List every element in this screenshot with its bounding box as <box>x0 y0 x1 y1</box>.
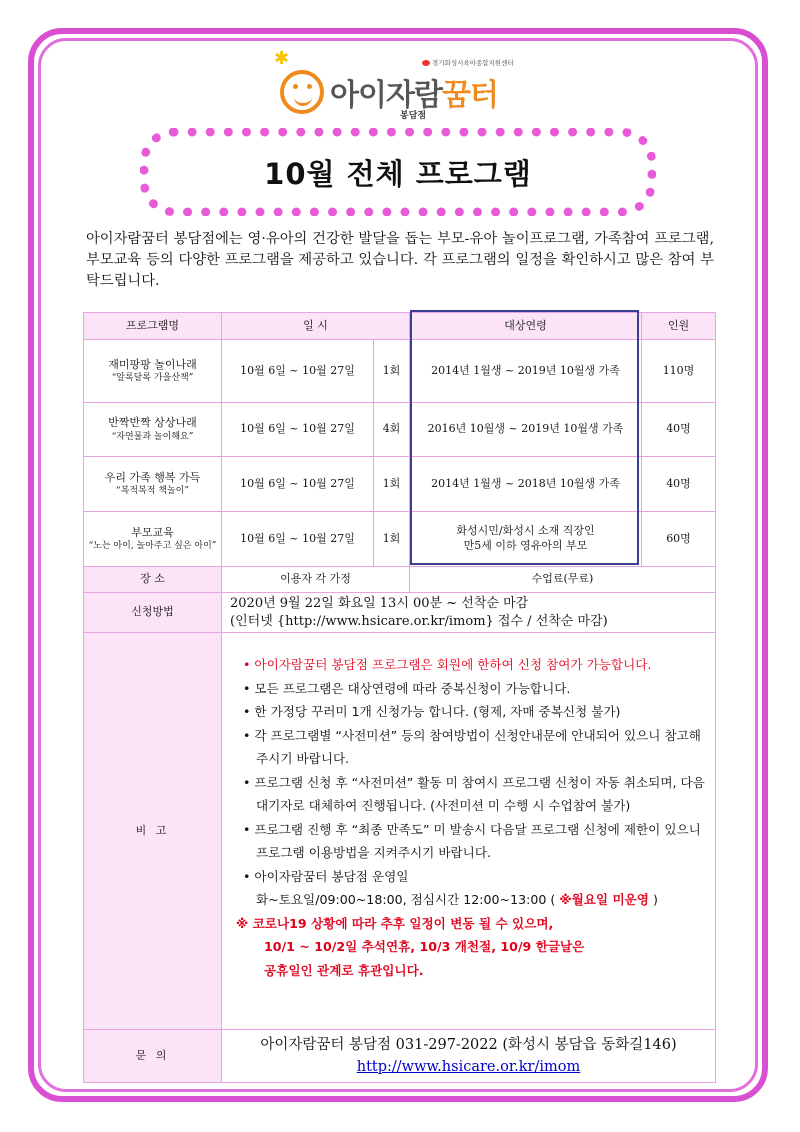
smiley-face-icon <box>280 70 324 114</box>
note-item: • 프로그램 신청 후 “사전미션” 활동 미 참여시 프로그램 신청이 자동 취소되며, 다음 대기자로 대체하여 진행됩니다. (사전미션 미 수행 시 수업참여 불가) <box>243 774 705 813</box>
org-mark-icon <box>422 60 430 66</box>
contact-row <box>84 1030 716 1083</box>
operating-hours: 화~토요일/09:00~18:00, 점심시간 12:00~13:00 ( ※월요일 미운영 ) <box>256 892 658 907</box>
header-count: 인원 <box>642 313 716 340</box>
program-age: 2014년 1월생 ~ 2019년 10월생 가족 <box>410 340 642 403</box>
apply-value: 2020년 9월 22일 화요일 13시 00분 ~ 선착순 마감 (인터넷 {http://www.hsicare.or.kr/imom} 접수 / 선착순 마감) <box>222 593 716 633</box>
program-times: 4회 <box>374 403 410 457</box>
intro-text: 아이자람꿈터 봉담점에는 영·유아의 건강한 발달을 돕는 부모-유아 놀이프로그램, 가족참여 프로그램, 부모교육 등의 다양한 프로그램을 제공하고 있습니다. 각 프로그램의 일정을 확인하시고 많은 참여 부탁드립니다. <box>86 231 714 289</box>
logo <box>276 48 526 120</box>
notes-row <box>84 633 716 1030</box>
note-item: • 각 프로그램별 “사전미션” 등의 참여방법이 신청안내문에 안내되어 있으니 참고해 주시기 바랍니다. <box>243 727 701 766</box>
program-date: 10월 6일 ~ 10월 27일 <box>222 403 374 457</box>
program-age: 2014년 1월생 ~ 2018년 10월생 가족 <box>410 457 642 512</box>
star-icon: ✱ <box>274 48 290 69</box>
notes-content <box>222 633 716 1030</box>
table-row <box>84 403 716 457</box>
program-count: 40명 <box>642 457 716 512</box>
program-count: 40명 <box>642 403 716 457</box>
program-times: 1회 <box>374 512 410 567</box>
program-name: 재미팡팡 놀이나래 “알록달록 가을산책” <box>84 340 222 403</box>
note-item: • 한 가정당 꾸러미 1개 신청가능 합니다. (형제, 자매 중복신청 불가) <box>243 704 621 719</box>
program-times: 1회 <box>374 457 410 512</box>
logo-name: 아이자람꿈터 <box>330 78 498 113</box>
program-age: 2016년 10월생 ~ 2019년 10월생 가족 <box>410 403 642 457</box>
program-name: 부모교육 “노는 아이, 놀아주고 싶은 아이” <box>84 512 222 567</box>
place-row <box>84 567 716 593</box>
table-header <box>84 313 716 340</box>
page-title: 10월 전체 프로그램 <box>264 156 532 191</box>
note-item: • 프로그램 진행 후 “최종 만족도” 미 발송시 다음달 프로그램 신청에 제한이 있으니 프로그램 이용방법을 지켜주시기 바랍니다. <box>243 821 701 860</box>
place-label: 장 소 <box>84 567 222 593</box>
note-item: • 아이자람꿈터 봉담점 프로그램은 회원에 한하여 신청 참여가 가능합니다. <box>243 657 652 672</box>
program-times: 1회 <box>374 340 410 403</box>
notes-label: 비 고 <box>84 633 222 1030</box>
closed-notice: 공휴일인 관계로 휴관입니다. <box>264 962 424 978</box>
note-item: • 모든 프로그램은 대상연령에 따라 중복신청이 가능합니다. <box>243 680 571 696</box>
program-table <box>83 312 716 1083</box>
contact-label: 문 의 <box>84 1030 222 1083</box>
holiday-notice: 10/1 ~ 10/2일 추석연휴, 10/3 개천절, 10/9 한글날은 <box>264 939 585 954</box>
covid-warning: ※ 코로나19 상황에 따라 추후 일정이 변동 될 수 있으며, <box>236 915 554 931</box>
apply-row <box>84 593 716 633</box>
logo-org: 경기화성시육아종합지원센터 <box>422 58 514 67</box>
program-count: 60명 <box>642 512 716 567</box>
place-value: 이용자 각 가정 <box>222 567 410 593</box>
program-name: 반짝반짝 상상나래 “자연물과 놀이해요” <box>84 403 222 457</box>
header-date: 일 시 <box>222 313 410 340</box>
program-age: 화성시민/화성시 소재 직장인 만5세 이하 영유아의 부모 <box>410 512 642 567</box>
program-date: 10월 6일 ~ 10월 27일 <box>222 457 374 512</box>
fee-value: 수업료(무료) <box>410 567 716 593</box>
header-age: 대상연령 <box>410 313 642 340</box>
program-date: 10월 6일 ~ 10월 27일 <box>222 340 374 403</box>
title-box <box>140 128 656 216</box>
program-date: 10월 6일 ~ 10월 27일 <box>222 512 374 567</box>
note-item: • 아이자람꿈터 봉담점 운영일 <box>243 868 409 884</box>
logo-branch: 봉담점 <box>400 111 427 121</box>
table-row <box>84 457 716 512</box>
contact-link[interactable]: http://www.hsicare.or.kr/imom <box>356 1059 581 1075</box>
table-row <box>84 512 716 567</box>
program-name: 우리 가족 행복 가득 “복적복적 책놀이” <box>84 457 222 512</box>
apply-label: 신청방법 <box>84 593 222 633</box>
table-row <box>84 340 716 403</box>
contact-info: 아이자람꿈터 봉담점 031-297-2022 (화성시 봉담읍 동화길146) http://www.hsicare.or.kr/imom <box>222 1030 716 1083</box>
header-program: 프로그램명 <box>84 313 222 340</box>
program-count: 110명 <box>642 340 716 403</box>
